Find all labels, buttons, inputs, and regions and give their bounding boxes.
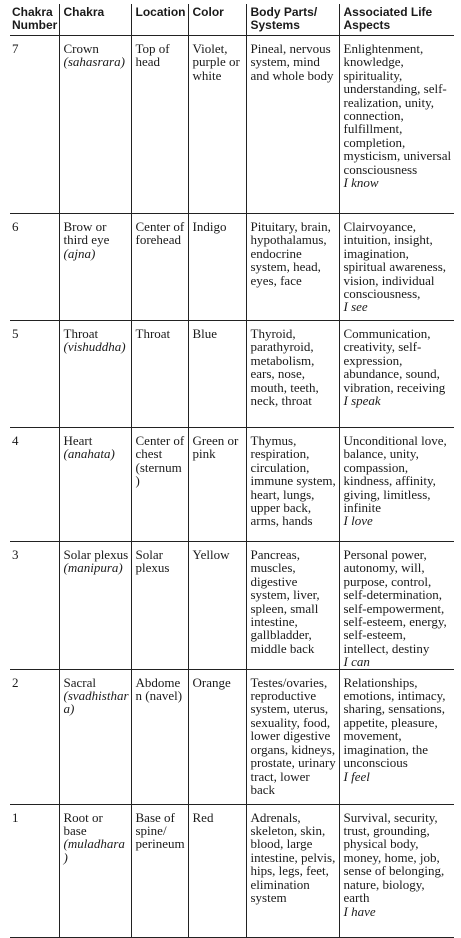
chakra-name: Crown [63, 41, 99, 56]
aspects-text: Personal power, autonomy, will, purpose, control, self-determination, self-empowerment, self-esteem, energy, self-esteem, intellect, destiny [343, 547, 447, 656]
header-number: Chakra Number [10, 4, 59, 36]
cell-location: Solar plexus [131, 542, 188, 670]
cell-body-parts: Adrenals, skeleton, skin, blood, large intestine, pelvis, hips, legs, feet, elimination system [246, 804, 339, 937]
header-location: Location [131, 4, 188, 36]
cell-location: Base of spine/ perineum [131, 804, 188, 937]
cell-life-aspects [339, 804, 454, 937]
chakra-name: Root or base [63, 809, 103, 839]
cell-body-parts: Thymus, respiration, circulation, immune system, heart, lungs, upper back, arms, hands [246, 428, 339, 542]
cell-color: Blue [188, 321, 246, 428]
cell-number: 1 [10, 804, 59, 937]
chakra-sanskrit: (sahasrara) [63, 54, 125, 70]
cell-location: Center of forehead [131, 214, 188, 321]
cell-body-parts: Testes/ovaries, reproductive system, uterus, sexuality, food, lower digestive organs, kidneys, prostate, urinary tract, lower back [246, 669, 339, 804]
affirmation: I see [343, 299, 368, 315]
affirmation: I feel [343, 768, 370, 784]
cell-number: 4 [10, 428, 59, 542]
aspects-text: Enlightenment, knowledge, spirituality, understanding, self-realization, unity, connection, fulfillment, completion, mysticism, universal consciousness [343, 41, 452, 177]
cell-number: 7 [10, 36, 59, 214]
cell-chakra [59, 36, 131, 214]
cell-body-parts: Thyroid, parathyroid, metabolism, ears, nose, mouth, teeth, neck, throat [246, 321, 339, 428]
cell-number: 6 [10, 214, 59, 321]
cell-color: Yellow [188, 542, 246, 670]
cell-life-aspects [339, 214, 454, 321]
chakra-sanskrit: (manipura) [63, 560, 123, 576]
chakra-name: Throat [63, 326, 99, 341]
table-row [10, 321, 454, 428]
cell-number: 5 [10, 321, 59, 428]
aspects-text: Relationships, emotions, intimacy, sharing, sensations, appetite, pleasure, movement, imagination, the unconscious [343, 674, 446, 771]
cell-life-aspects [339, 669, 454, 804]
cell-chakra [59, 804, 131, 937]
table-row [10, 214, 454, 321]
chakra-table [10, 4, 454, 938]
affirmation: I can [343, 654, 370, 670]
chakra-sanskrit: (svadhisthara) [63, 688, 129, 717]
cell-color: Orange [188, 669, 246, 804]
table-row [10, 36, 454, 214]
table-row [10, 804, 454, 937]
cell-chakra [59, 321, 131, 428]
aspects-text: Survival, security, trust, grounding, physical body, money, home, job, sense of belonging, nature, biology, earth [343, 809, 445, 906]
cell-chakra [59, 669, 131, 804]
cell-body-parts: Pancreas, muscles, digestive system, liver, spleen, small intestine, gallbladder, middle back [246, 542, 339, 670]
cell-body-parts: Pineal, nervous system, mind and whole body [246, 36, 339, 214]
chakra-name: Solar plexus [63, 547, 129, 562]
affirmation: I love [343, 513, 373, 529]
cell-life-aspects [339, 428, 454, 542]
header-row [10, 4, 454, 36]
header-chakra: Chakra [59, 4, 131, 36]
cell-location: Top of head [131, 36, 188, 214]
table-row [10, 669, 454, 804]
header-body-parts: Body Parts/ Systems [246, 4, 339, 36]
cell-chakra [59, 214, 131, 321]
chakra-sanskrit: (anahata) [63, 446, 115, 462]
chakra-name: Brow or third eye [63, 219, 110, 248]
aspects-text: Communication, creativity, self-expression, abundance, sound, vibration, receiving [343, 326, 446, 395]
cell-life-aspects [339, 321, 454, 428]
cell-color: Violet, purple or white [188, 36, 246, 214]
table-row [10, 428, 454, 542]
cell-color: Red [188, 804, 246, 937]
chakra-name: Sacral [63, 674, 96, 690]
aspects-text: Unconditional love, balance, unity, compassion, kindness, affinity, giving, limitless, infinite [343, 433, 447, 516]
affirmation: I have [343, 903, 376, 919]
cell-color: Green or pink [188, 428, 246, 542]
header-life-aspects: Associated Life Aspects [339, 4, 454, 36]
cell-number: 2 [10, 669, 59, 804]
cell-location: Abdomen (navel) [131, 669, 188, 804]
affirmation: I know [343, 175, 379, 191]
chakra-sanskrit: (ajna) [63, 245, 96, 261]
cell-color: Indigo [188, 214, 246, 321]
cell-chakra [59, 542, 131, 670]
cell-life-aspects [339, 36, 454, 214]
chakra-sanskrit: (vishuddha) [63, 339, 126, 355]
cell-life-aspects [339, 542, 454, 670]
cell-location: Throat [131, 321, 188, 428]
cell-location: Center of chest (sternum) [131, 428, 188, 542]
cell-number: 3 [10, 542, 59, 670]
aspects-text: Clairvoyance, intuition, insight, imagination, spiritual awareness, vision, individual consciousness, [343, 219, 447, 302]
affirmation: I speak [343, 393, 381, 409]
table-row [10, 542, 454, 670]
chakra-sanskrit: (muladhara) [63, 836, 125, 865]
header-color: Color [188, 4, 246, 36]
cell-chakra [59, 428, 131, 542]
cell-body-parts: Pituitary, brain, hypothalamus, endocrine system, head, eyes, face [246, 214, 339, 321]
chakra-name: Heart [63, 433, 93, 448]
